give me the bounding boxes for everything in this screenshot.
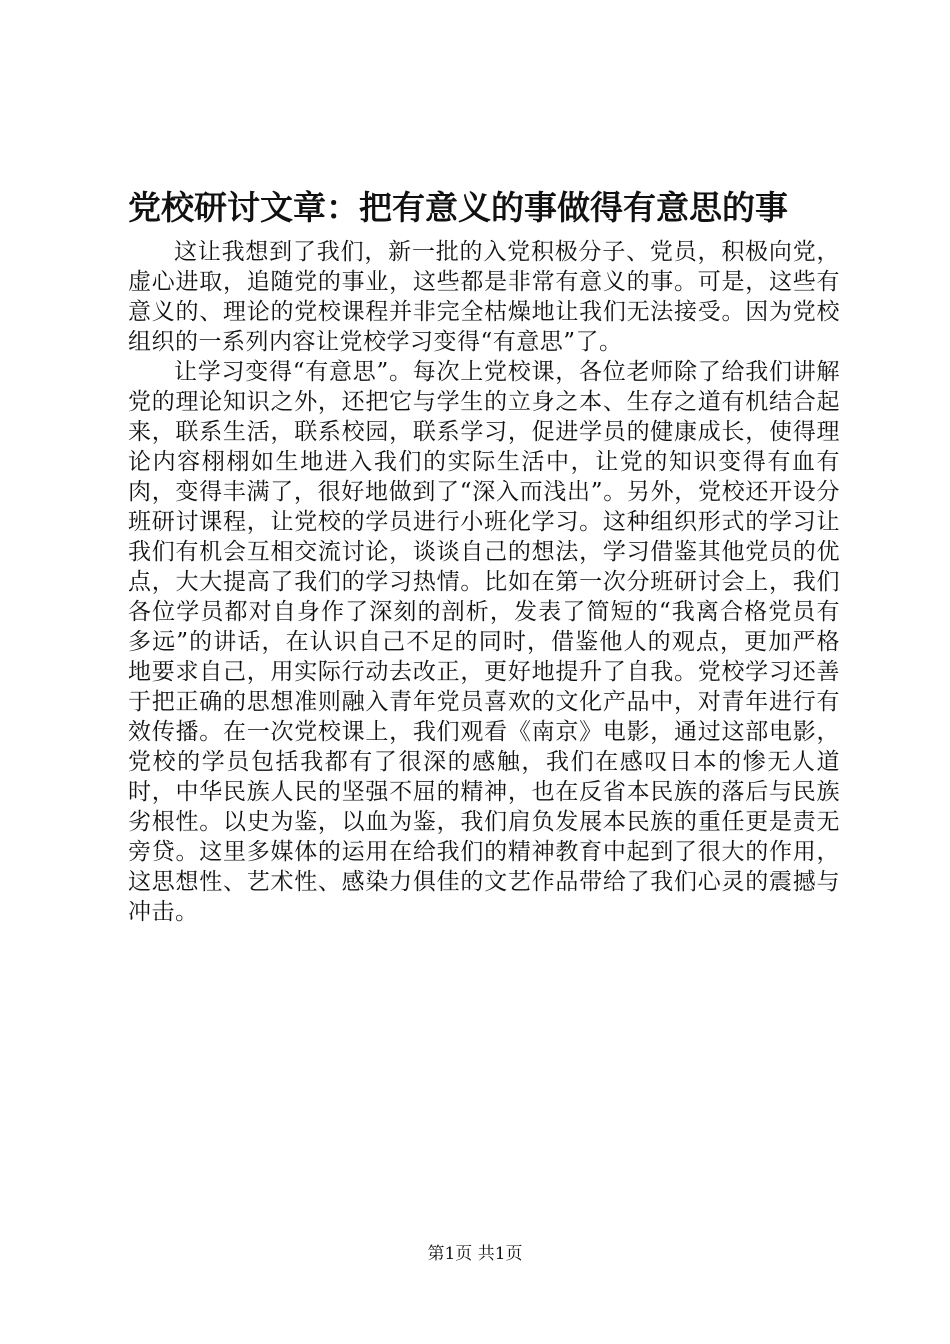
paragraph-1: 这让我想到了我们，新一批的入党积极分子、党员，积极向党，虚心进取，追随党的事业，这些都是非常有意义的事。可是，这些有意义的、理论的党校课程并非完全枯燥地让我们无法接受。因为党校组织的一系列内容让党校学习变得“有意思”了。 bbox=[128, 239, 840, 355]
document-body bbox=[128, 237, 840, 927]
page-footer: 第1页 共1页 bbox=[427, 1244, 523, 1264]
document-title: 党校研讨文章：把有意义的事做得有意思的事 bbox=[128, 188, 788, 227]
paragraph-2: 让学习变得“有意思”。每次上党校课，各位老师除了给我们讲解党的理论知识之外，还把它与学生的立身之本、生存之道有机结合起来，联系生活，联系校园，联系学习，促进学员的健康成长，使得理论内容栩栩如生地进入我们的实际生活中，让党的知识变得有血有肉，变得丰满了，很好地做到了“深入而浅出”。另外，党校还开设分班研讨课程，让党校的学员进行小班化学习。这种组织形式的学习让我们有机会互相交流讨论，谈谈自己的想法，学习借鉴其他党员的优点，大大提高了我们的学习热情。比如在第一次分班研讨会上，我们各位学员都对自身作了深刻的剖析，发表了简短的“我离合格党员有多远”的讲话，在认识自己不足的同时，借鉴他人的观点，更加严格地要求自己，用实际行动去改正，更好地提升了自我。党校学习还善于把正确的思想准则融入青年党员喜欢的文化产品中，对青年进行有效传播。在一次党校课上，我们观看《南京》电影，通过这部电影，党校的学员包括我都有了很深的感触，我们在感叹日本的惨无人道时，中华民族人民的坚强不屈的精神，也在反省本民族的落后与民族劣根性。以史为鉴，以血为鉴，我们肩负发展本民族的重任更是责无旁贷。这里多媒体的运用在给我们的精神教育中起到了很大的作用，这思想性、艺术性、感染力俱佳的文艺作品带给了我们心灵的震撼与冲击。 bbox=[128, 359, 840, 925]
